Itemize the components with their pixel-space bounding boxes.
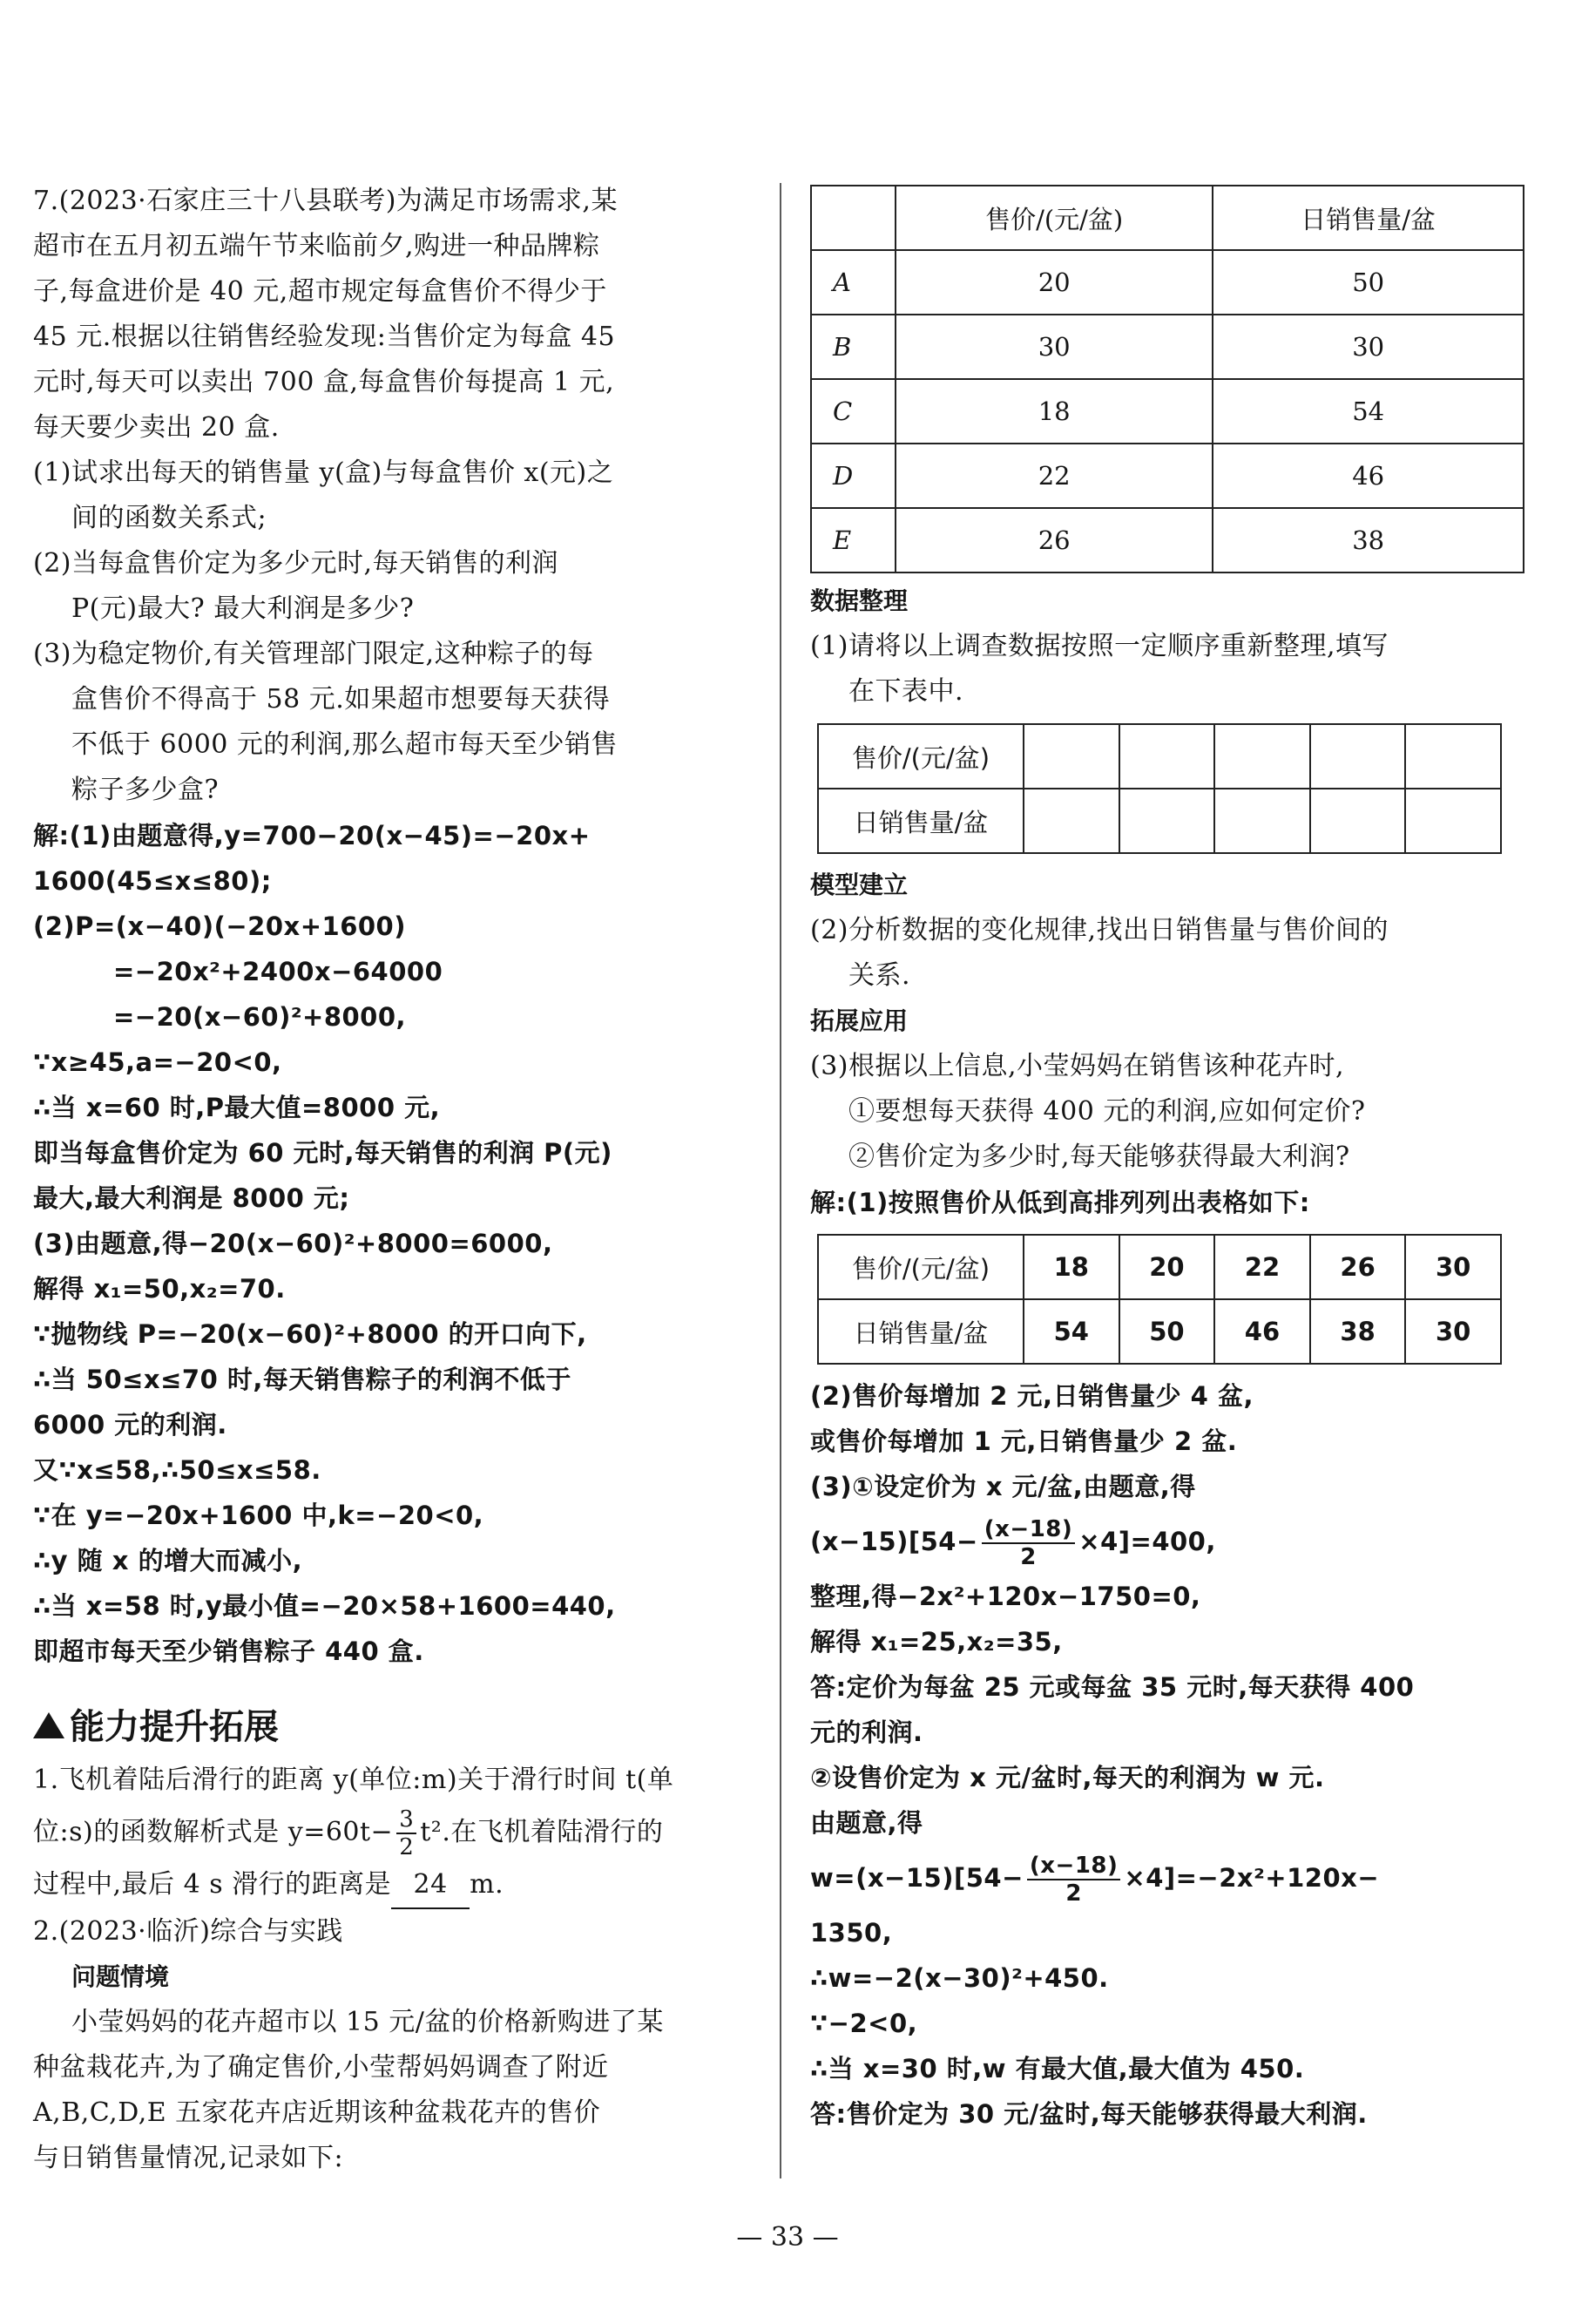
question-2-cont: P(元)最大? 最大利润是多少? xyxy=(71,593,415,624)
question-line: 在下表中. xyxy=(848,676,964,707)
fraction-denominator: 2 xyxy=(1020,1544,1037,1570)
row-label: 售价/(元/盆) xyxy=(818,724,1024,789)
store-label: C xyxy=(811,379,896,444)
question-2: (2)当每盒售价定为多少元时,每天销售的利润 xyxy=(33,548,559,579)
answer-blank: 24 xyxy=(391,1862,470,1909)
solution-line: 1600(45≤x≤80); xyxy=(33,866,272,896)
solution-line: 解:(1)由题意得,y=700−20(x−45)=−20x+ xyxy=(33,821,591,850)
question-line: 关系. xyxy=(848,960,911,991)
store-label: E xyxy=(811,508,896,573)
blank-cell[interactable] xyxy=(1119,789,1215,853)
question-3: (3)为稳定物价,有关管理部门限定,这种粽子的每 xyxy=(33,639,594,669)
solution-line: ∴y 随 x 的增大而减小, xyxy=(33,1546,303,1575)
left-column xyxy=(33,179,758,2181)
sales-cell: 54 xyxy=(1024,1299,1119,1364)
problem-7-line: 每天要少卖出 20 盒. xyxy=(33,412,280,443)
solution-line: ∴w=−2(x−30)²+450. xyxy=(810,1963,1109,1993)
solution-line: =−20x²+2400x−64000 xyxy=(113,957,443,986)
solution-line: 即当每盒售价定为 60 元时,每天销售的利润 P(元) xyxy=(33,1138,612,1168)
table-row xyxy=(811,186,1524,250)
fraction-numerator: 3 xyxy=(396,1806,416,1834)
table-row xyxy=(818,1299,1501,1364)
solution-line: 6000 元的利润. xyxy=(33,1410,227,1440)
solution-line: (2)P=(x−40)(−20x+1600) xyxy=(33,911,406,941)
question-line: (3)根据以上信息,小莹妈妈在销售该种花卉时, xyxy=(810,1051,1345,1081)
fraction xyxy=(396,1806,416,1860)
solution-line: (3)①设定价为 x 元/盆,由题意,得 xyxy=(810,1472,1196,1501)
problem-7 xyxy=(33,179,758,813)
triangle-icon xyxy=(33,1712,64,1738)
blank-cell[interactable] xyxy=(1214,789,1310,853)
store-label: B xyxy=(811,315,896,379)
blank-cell[interactable] xyxy=(1119,724,1215,789)
equation-2 xyxy=(810,1846,1542,1910)
context-line: 与日销售量情况,记录如下: xyxy=(33,2143,344,2173)
table-row xyxy=(818,1235,1501,1299)
price-cell: 18 xyxy=(896,379,1213,444)
row-label: 日销售量/盆 xyxy=(818,789,1024,853)
solution-line: ∴当 x=60 时,P最大值=8000 元, xyxy=(33,1093,441,1122)
empty-fill-table xyxy=(817,723,1502,854)
blank-cell[interactable] xyxy=(1310,789,1406,853)
section-heading xyxy=(33,1697,758,1758)
exercise-1-text: m. xyxy=(470,1869,504,1900)
equation-text: ×4]=400, xyxy=(1078,1527,1216,1556)
equation-text: ×4]=−2x²+120x− xyxy=(1124,1863,1380,1893)
sales-cell: 50 xyxy=(1213,250,1524,315)
question-line: (2)分析数据的变化规律,找出日销售量与售价间的 xyxy=(810,915,1389,945)
price-cell: 26 xyxy=(1310,1235,1406,1299)
blank-cell[interactable] xyxy=(1405,789,1501,853)
problem-7-line: 子,每盒进价是 40 元,超市规定每盒售价不得少于 xyxy=(33,276,607,307)
problem-7-line: 超市在五月初五端午节来临前夕,购进一种品牌粽 xyxy=(33,231,600,261)
price-cell: 30 xyxy=(1405,1235,1501,1299)
question-3-cont: 盒售价不得高于 58 元.如果超市想要每天获得 xyxy=(71,684,611,715)
solution-line: 即超市每天至少销售粽子 440 盒. xyxy=(33,1636,424,1666)
blank-cell[interactable] xyxy=(1024,789,1119,853)
sales-cell: 54 xyxy=(1213,379,1524,444)
column-divider xyxy=(780,183,781,2178)
solution-line: 整理,得−2x²+120x−1750=0, xyxy=(810,1582,1201,1611)
question-1-cont: 间的函数关系式; xyxy=(71,503,267,533)
table-row xyxy=(818,724,1501,789)
exercise-1-line xyxy=(33,1862,758,1909)
price-cell: 26 xyxy=(896,508,1213,573)
sales-cell: 50 xyxy=(1119,1299,1215,1364)
exercise-1-line: 1.飞机着陆后滑行的距离 y(单位:m)关于滑行时间 t(单 xyxy=(33,1765,674,1795)
solution-line: ∴当 x=58 时,y最小值=−20×58+1600=440, xyxy=(33,1591,616,1621)
solution-line: (2)售价每增加 2 元,日销售量少 4 盆, xyxy=(810,1381,1254,1411)
question-line: ①要想每天获得 400 元的利润,应如何定价? xyxy=(848,1096,1366,1127)
right-column xyxy=(810,185,1542,2137)
sales-cell: 38 xyxy=(1310,1299,1406,1364)
problem-7-solution xyxy=(33,813,758,1674)
fraction xyxy=(982,1516,1076,1570)
table-row xyxy=(811,508,1524,573)
table-header: 日销售量/盆 xyxy=(1213,186,1524,250)
question-3-cont: 不低于 6000 元的利润,那么超市每天至少销售 xyxy=(71,729,618,760)
problem-7-line: 元时,每天可以卖出 700 盒,每盒售价每提高 1 元, xyxy=(33,367,615,397)
heading-model: 模型建立 xyxy=(810,871,909,899)
table-cell xyxy=(811,186,896,250)
solution-line: ∴当 x=30 时,w 有最大值,最大值为 450. xyxy=(810,2054,1305,2083)
fraction-denominator: 2 xyxy=(1065,1880,1082,1907)
table-row xyxy=(818,789,1501,853)
context-line: 小莹妈妈的花卉超市以 15 元/盆的价格新购进了某 xyxy=(71,2007,664,2037)
exercise-2 xyxy=(33,1909,758,2181)
fraction xyxy=(1027,1853,1121,1907)
solution-line: 1350, xyxy=(810,1918,893,1948)
question-line: (1)请将以上调查数据按照一定顺序重新整理,填写 xyxy=(810,631,1389,661)
exercise-1-text: 位:s)的函数解析式是 y=60t− xyxy=(33,1817,394,1847)
fraction-numerator: (x−18) xyxy=(1027,1853,1121,1880)
price-cell: 18 xyxy=(1024,1235,1119,1299)
price-cell: 22 xyxy=(896,444,1213,508)
blank-cell[interactable] xyxy=(1310,724,1406,789)
fraction-numerator: (x−18) xyxy=(982,1516,1076,1544)
price-cell: 22 xyxy=(1214,1235,1310,1299)
price-cell: 20 xyxy=(1119,1235,1215,1299)
question-3-cont: 粽子多少盒? xyxy=(71,775,220,805)
equation-text: (x−15)[54− xyxy=(810,1527,978,1556)
exercise-1-line xyxy=(33,1803,758,1862)
heading-problem-context: 问题情境 xyxy=(71,1962,170,1991)
blank-cell[interactable] xyxy=(1024,724,1119,789)
solution-line: 解得 x₁=50,x₂=70. xyxy=(33,1274,286,1304)
table-header: 售价/(元/盆) xyxy=(896,186,1213,250)
sales-cell: 46 xyxy=(1214,1299,1310,1364)
sales-cell: 38 xyxy=(1213,508,1524,573)
price-cell: 20 xyxy=(896,250,1213,315)
store-label: D xyxy=(811,444,896,508)
solution-line: 元的利润. xyxy=(810,1718,923,1747)
solution-line: 最大,最大利润是 8000 元; xyxy=(33,1183,350,1213)
table-row xyxy=(811,444,1524,508)
equation-1 xyxy=(810,1509,1542,1574)
question-line: ②售价定为多少时,每天能够获得最大利润? xyxy=(848,1142,1350,1172)
sales-cell: 46 xyxy=(1213,444,1524,508)
context-line: A,B,C,D,E 五家花卉店近期该种盆栽花卉的售价 xyxy=(33,2097,601,2128)
problem-7-line: 45 元.根据以往销售经验发现:当售价定为每盒 45 xyxy=(33,322,616,352)
blank-cell[interactable] xyxy=(1214,724,1310,789)
solution-line: 解得 x₁=25,x₂=35, xyxy=(810,1627,1063,1657)
sales-cell: 30 xyxy=(1405,1299,1501,1364)
row-label: 售价/(元/盆) xyxy=(818,1235,1024,1299)
heading-data-organize: 数据整理 xyxy=(810,586,909,615)
solution-line: 答:售价定为 30 元/盆时,每天能够获得最大利润. xyxy=(810,2099,1368,2129)
solution-line: 又∵x≤58,∴50≤x≤58. xyxy=(33,1455,321,1485)
solution-line: ②设售价定为 x 元/盆时,每天的利润为 w 元. xyxy=(810,1763,1325,1792)
solution-line: 答:定价为每盆 25 元或每盆 35 元时,每天获得 400 xyxy=(810,1672,1415,1702)
sales-cell: 30 xyxy=(1213,315,1524,379)
solution-line: ∵x≥45,a=−20<0, xyxy=(33,1047,282,1077)
heading-application: 拓展应用 xyxy=(810,1006,909,1035)
context-line: 种盆栽花卉,为了确定售价,小莹帮妈妈调查了附近 xyxy=(33,2052,609,2083)
sorted-table xyxy=(817,1234,1502,1365)
exercise-1 xyxy=(33,1758,758,1909)
blank-cell[interactable] xyxy=(1405,724,1501,789)
fraction-denominator: 2 xyxy=(399,1834,415,1860)
exercise-2-title: 2.(2023·临沂)综合与实践 xyxy=(33,1916,343,1947)
solution-line: 解:(1)按照售价从低到高排列列出表格如下: xyxy=(810,1188,1310,1217)
price-cell: 30 xyxy=(896,315,1213,379)
solution-line: 或售价每增加 1 元,日销售量少 2 盆. xyxy=(810,1426,1238,1456)
solution-line: ∴当 50≤x≤70 时,每天销售粽子的利润不低于 xyxy=(33,1365,571,1394)
solution-line: =−20(x−60)²+8000, xyxy=(113,1002,407,1032)
section-title: 能力提升拓展 xyxy=(70,1707,279,1747)
survey-table xyxy=(810,185,1524,573)
store-label: A xyxy=(811,250,896,315)
solution-line: ∵在 y=−20x+1600 中,k=−20<0, xyxy=(33,1501,484,1530)
table-row xyxy=(811,315,1524,379)
table-row xyxy=(811,250,1524,315)
page-number: — 33 — xyxy=(736,2222,839,2253)
problem-7-line: 7.(2023·石家庄三十八县联考)为满足市场需求,某 xyxy=(33,186,618,216)
row-label: 日销售量/盆 xyxy=(818,1299,1024,1364)
solution-line: ∵−2<0, xyxy=(810,2009,918,2038)
solution-line: ∵抛物线 P=−20(x−60)²+8000 的开口向下, xyxy=(33,1319,587,1349)
exercise-1-text: t².在飞机着陆滑行的 xyxy=(420,1817,664,1847)
solution-line: 由题意,得 xyxy=(810,1808,923,1838)
question-1: (1)试求出每天的销售量 y(盒)与每盒售价 x(元)之 xyxy=(33,457,614,488)
exercise-1-text: 过程中,最后 4 s 滑行的距离是 xyxy=(33,1869,392,1900)
solution-line: (3)由题意,得−20(x−60)²+8000=6000, xyxy=(33,1229,553,1258)
equation-text: w=(x−15)[54− xyxy=(810,1863,1024,1893)
table-row xyxy=(811,379,1524,444)
